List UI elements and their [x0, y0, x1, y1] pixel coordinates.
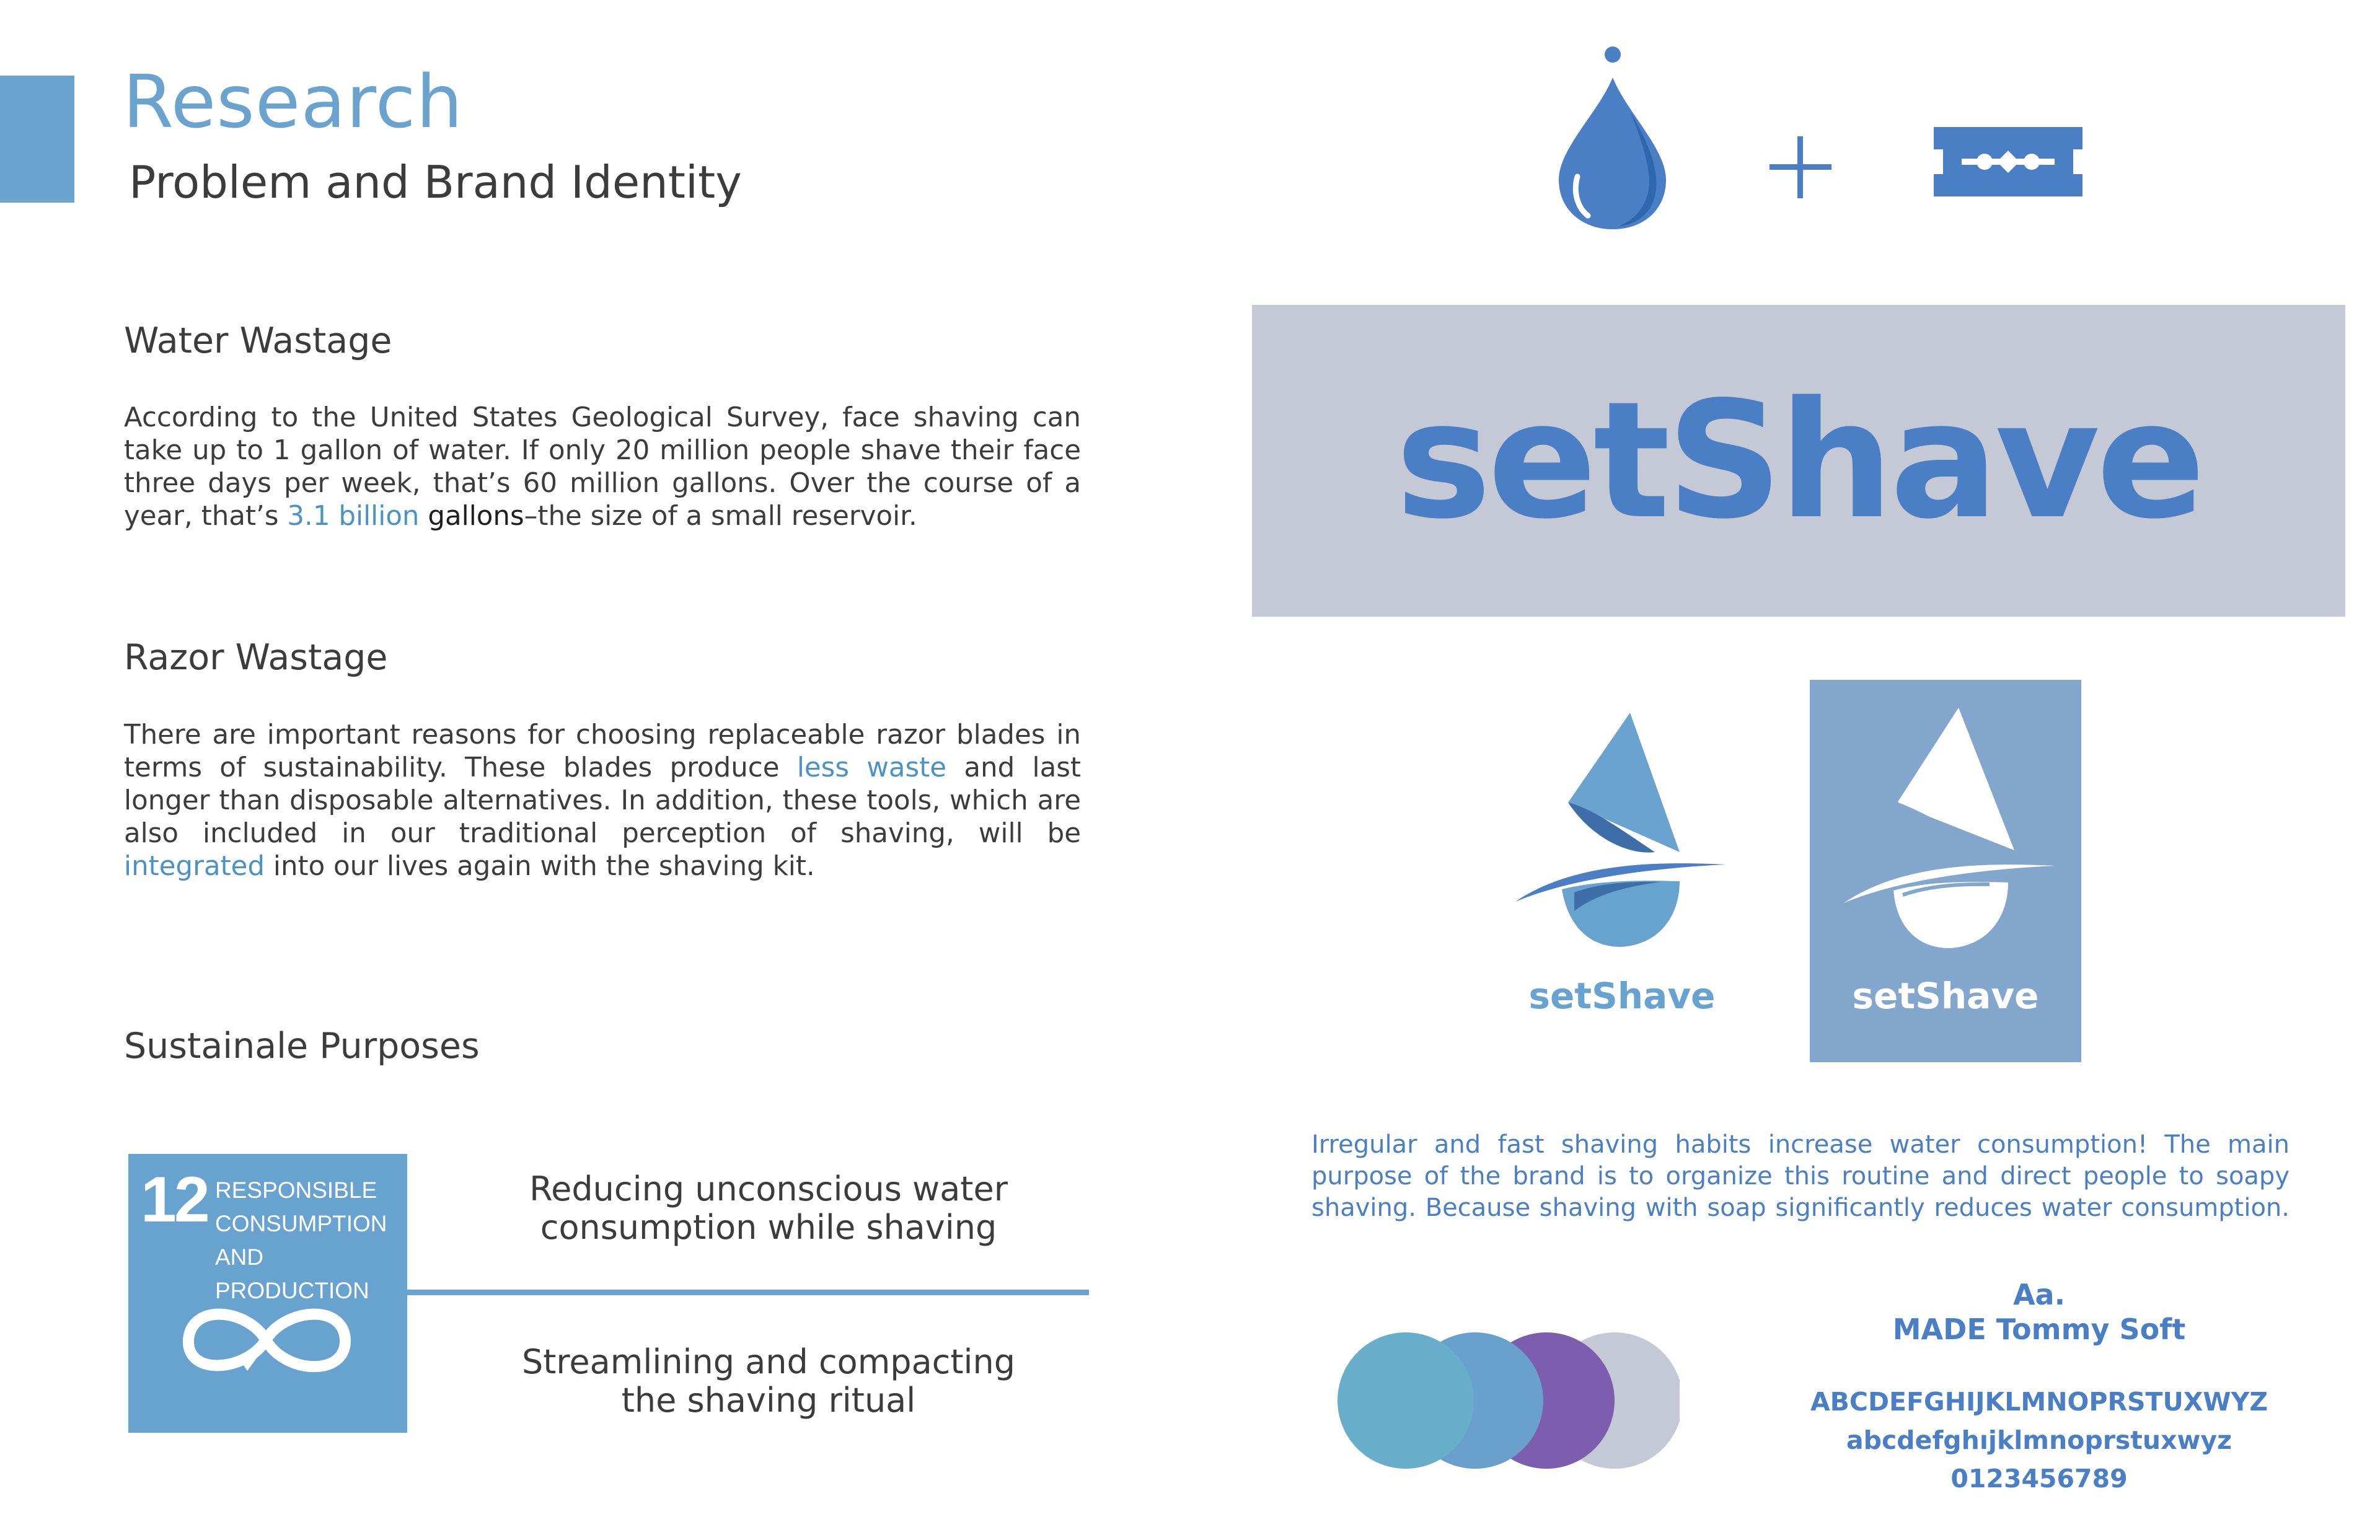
water-text-part: According to the United States Geological Survey, face shaving can take up to 1 gallon of water. If only 20 million people shave their face three days per week, that’s 60 million gallons. Over the course of a year, that’s [124, 402, 1081, 532]
sdg-number: 12 [141, 1164, 208, 1236]
water-text-part: –the size of a small reservoir. [524, 501, 917, 532]
palette-swatch-teal [1338, 1332, 1474, 1469]
page-title: Research [123, 59, 464, 144]
sdg-label-line: AND PRODUCTION [215, 1244, 369, 1303]
logo-name-light: setShave [1528, 975, 1716, 1017]
sail-drop-logo-icon [1506, 700, 1735, 961]
logo-card-inverted [1810, 680, 2081, 1062]
purpose-streamline-ritual: Streamlining and compacting the shaving ritual [521, 1342, 1016, 1420]
brand-wordmark-panel [1252, 305, 2345, 617]
razor-wastage-text [124, 719, 1081, 883]
razor-highlight-integrated: integrated [124, 851, 265, 882]
type-sample: Aa. [2012, 1278, 2066, 1311]
sdg-label [215, 1174, 407, 1308]
razor-text-part: into our lives again with the shaving kit. [265, 851, 815, 882]
sdg-label-line: CONSUMPTION [215, 1211, 387, 1236]
razor-wastage-heading: Razor Wastage [124, 637, 388, 678]
page-subtitle: Problem and Brand Identity [129, 156, 742, 208]
infinity-icon [173, 1290, 359, 1389]
water-highlight-billion: 3.1 billion [287, 501, 420, 532]
water-wastage-heading: Water Wastage [124, 320, 392, 361]
razor-text-part: and last longer than disposable alternatives. In addition, these tools, which are also included in our traditional perception of shaving, will be [124, 752, 1081, 849]
razor-blade-icon [1934, 127, 2082, 196]
sustainable-purposes-heading: Sustainale Purposes [124, 1026, 480, 1067]
color-palette [1333, 1332, 1680, 1475]
razor-text-part: There are important reasons for choosing replaceable razor blades in terms of sustainability. These blades produce [124, 719, 1081, 783]
plus-icon [1766, 133, 1835, 201]
razor-highlight-less-waste: less waste [796, 752, 947, 783]
water-drop-icon [1549, 43, 1673, 235]
accent-bar [0, 76, 74, 203]
logo-name-dark: setShave [1852, 975, 2039, 1017]
purpose-divider [407, 1290, 1089, 1295]
water-wastage-text [124, 402, 1081, 533]
type-font-name: MADE Tommy Soft [1892, 1313, 2186, 1346]
water-highlight-gallons: gallons [419, 501, 524, 532]
sail-drop-logo-icon-white [1835, 702, 2064, 962]
type-lowercase: abcdefghıjklmnoprstuxwyz [1846, 1425, 2232, 1455]
sdg-12-badge [128, 1154, 407, 1433]
sdg-label-line: RESPONSIBLE [215, 1177, 377, 1203]
brand-wordmark: setShave [1395, 367, 2202, 555]
purpose-reduce-water: Reducing unconscious water consumption while shaving [529, 1169, 1008, 1247]
type-uppercase: ABCDEFGHIJKLMNOPRSTUXWYZ [1810, 1387, 2268, 1417]
type-digits: 0123456789 [1950, 1464, 2128, 1494]
brand-mission-text: Irregular and fast shaving habits increase water consumption! The main purpose of the brand is to organize this routine and direct people to soapy shaving. Because shaving with soap significantly reduces water consumption. [1311, 1130, 2290, 1222]
